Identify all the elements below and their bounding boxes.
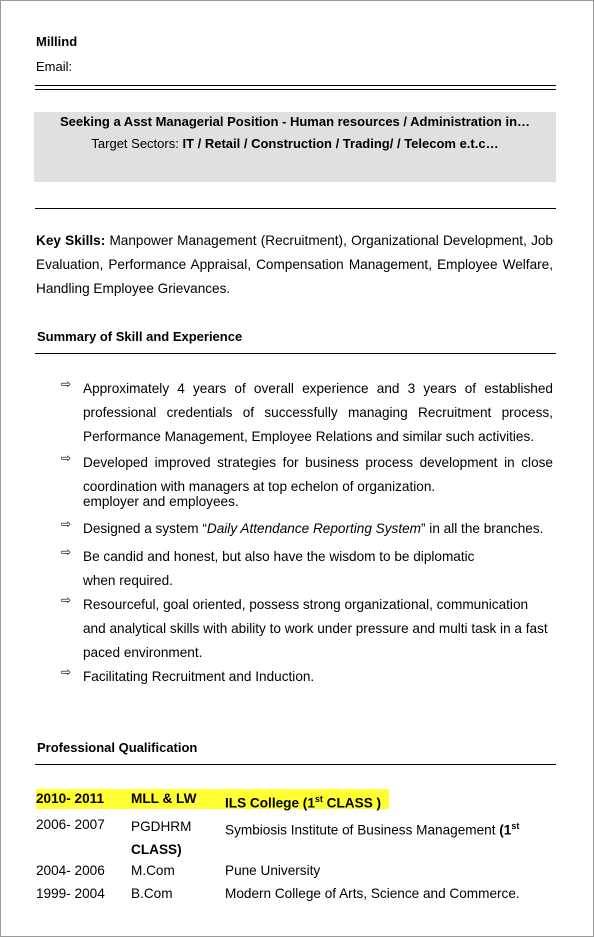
- objective-title: Seeking a Asst Managerial Position - Human resources / Administration in…: [59, 114, 531, 129]
- arrow-right-icon: ⇨: [61, 545, 72, 559]
- list-item: [61, 451, 553, 511]
- qual-years: 2006- 2007: [36, 817, 105, 832]
- qual-years: 2004- 2006: [36, 863, 105, 878]
- candidate-name: Millind: [36, 34, 78, 49]
- list-item: [61, 593, 553, 665]
- target-sectors-label: Target Sectors:: [91, 136, 183, 151]
- qual-degree: [131, 815, 221, 861]
- qual-institution-text: Symbiosis Institute of Business Management: [225, 822, 500, 838]
- qual-sup: st: [314, 794, 323, 804]
- list-item-text-pre: Designed a system “: [83, 521, 207, 536]
- qual-degree-line2: CLASS): [131, 842, 182, 857]
- arrow-right-icon: ⇨: [61, 517, 72, 531]
- qual-sup: st: [511, 821, 520, 831]
- summary-list: [61, 377, 553, 689]
- list-item-text: Facilitating Recruitment and Induction.: [83, 669, 315, 684]
- table-row: [36, 884, 556, 907]
- email-label: Email:: [36, 59, 73, 74]
- list-item-text: Developed improved strategies for business process development in close coordination with managers at top echelon of organization.: [83, 455, 553, 494]
- qual-years: 1999- 2004: [36, 886, 105, 901]
- arrow-right-icon: ⇨: [61, 665, 72, 679]
- key-skills-label: Key Skills:: [36, 233, 106, 248]
- qualification-rule: [35, 764, 556, 765]
- arrow-right-icon: ⇨: [61, 451, 72, 465]
- qual-institution-text: ILS College (1: [225, 795, 315, 811]
- key-skills-paragraph: [36, 229, 553, 301]
- list-item: [61, 545, 553, 593]
- qual-years: 2010- 2011: [36, 791, 105, 806]
- list-item-text: Approximately 4 years of overall experience and 3 years of established professional credentials of successfully managing Recruitment process, Performance Management, Employee Relations and similar such activities.: [83, 381, 553, 444]
- objective-banner: [34, 112, 556, 182]
- list-item: [61, 665, 553, 689]
- summary-heading: Summary of Skill and Experience: [37, 329, 243, 344]
- target-sectors: [34, 136, 556, 151]
- table-row: [36, 789, 556, 812]
- qual-institution-post: CLASS ): [322, 795, 382, 811]
- arrow-right-icon: ⇨: [61, 377, 72, 391]
- header-double-rule: [35, 85, 556, 90]
- list-item-text: [83, 517, 553, 541]
- table-row: [36, 861, 556, 884]
- qual-institution: Modern College of Arts, Science and Commerce.: [225, 886, 520, 901]
- divider-rule: [35, 208, 556, 209]
- target-sectors-value: IT / Retail / Construction / Trading/ / Telecom e.t.c…: [182, 136, 499, 151]
- qual-degree: MLL & LW: [131, 791, 197, 806]
- list-item-text-em: Daily Attendance Reporting System: [206, 521, 421, 536]
- qual-degree-line1: PGDHRM: [131, 819, 192, 834]
- list-item-extra: employer and employees.: [83, 494, 239, 509]
- list-item: [61, 377, 553, 449]
- qual-institution: [225, 815, 535, 842]
- qual-institution: Pune University: [225, 863, 321, 878]
- qual-institution: [225, 789, 525, 814]
- key-skills-text: Manpower Management (Recruitment), Organizational Development, Job Evaluation, Performance Appraisal, Compensation Management, Employee Welfare, Handling Employee Grievances.: [36, 233, 553, 296]
- table-row: [36, 815, 556, 861]
- list-item-text-post: ” in all the branches.: [421, 521, 544, 536]
- qual-degree: B.Com: [131, 886, 173, 901]
- summary-rule: [35, 353, 556, 354]
- qualification-heading: Professional Qualification: [37, 740, 198, 755]
- list-item: [61, 517, 553, 541]
- qualification-table: [36, 789, 556, 907]
- list-item-text: Resourceful, goal oriented, possess strong organizational, communication and analytical skills with ability to work under pressure and multi task in a fast paced environment.: [83, 597, 548, 660]
- list-item-text: Be candid and honest, but also have the wisdom to be diplomatic when required.: [83, 549, 475, 588]
- arrow-right-icon: ⇨: [61, 593, 72, 607]
- qual-degree: M.Com: [131, 863, 175, 878]
- qual-institution-bold: (1: [499, 822, 512, 838]
